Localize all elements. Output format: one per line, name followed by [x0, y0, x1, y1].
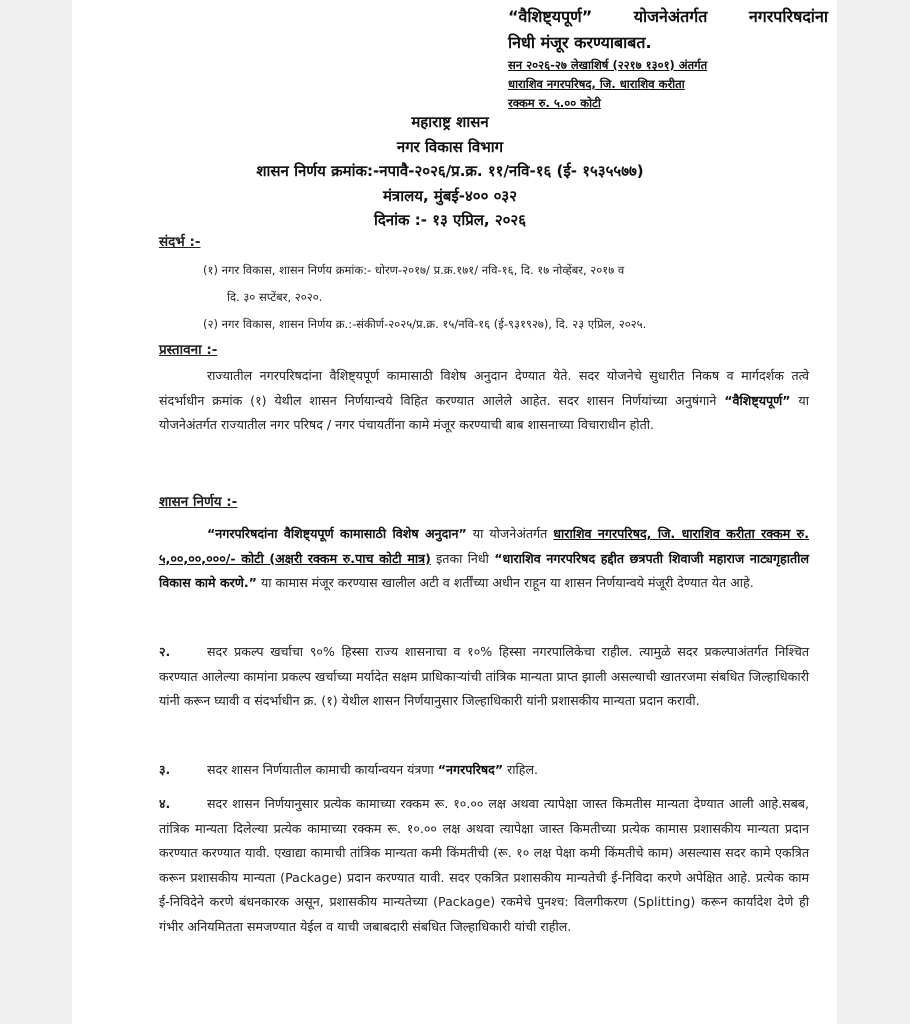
implementing-agency: “नगरपरिषद” — [437, 762, 504, 777]
subject-title-line2: निधी मंजूर करण्याबाबत. — [508, 33, 652, 52]
subject-sub-line: सन २०२६-२७ लेखाशिर्ष (२२१७ १३०१) अंतर्गत — [508, 58, 708, 72]
preamble-text: या योजनेअंतर्गत राज्यातील नगर परिषद / नगर पंचायतींना कामे मंजूर करण्याची बाब शासनाच्या विचाराधीन होती. — [159, 392, 809, 432]
sanctioned-amount: धाराशिव नगरपरिषद, जि. धाराशिव करीता रक्कम रु. ५,००,००,०००/- कोटी (अक्षरी रक्कम रु.पाच कोटी मात्र) — [159, 526, 809, 566]
resolution-number: शासन निर्णय क्रमांक:-नपावै-२०२६/प्र.क्र. ११/नवि-१६ (ई- १५३५५७७) — [256, 162, 644, 180]
reference-item-1-cont: दि. ३० सप्टेंबर, २०२०. — [227, 290, 323, 304]
decision-text: सदर शासन निर्णयातील कामाची कार्यान्वयन यंत्रणा — [207, 762, 438, 777]
preamble-paragraph — [159, 364, 809, 438]
subject-sub-line: रक्कम रु. ५.०० कोटी — [508, 96, 601, 110]
decision-text: इतका निधी — [430, 550, 495, 566]
preamble-heading: प्रस्तावना :- — [159, 342, 218, 358]
decision-paragraph-4 — [159, 792, 809, 939]
reference-item-2: (२) नगर विकास, शासन निर्णय क्र.:-संकीर्ण-२०२५/प्र.क्र. १५/नवि-१६ (ई-९३१९२७), दि. २३ एप्रिल, २०२५. — [203, 317, 647, 331]
decision-text: सदर शासन निर्णयानुसार प्रत्येक कामाच्या रक्कम रू. १०.०० लक्ष अथवा त्यापेक्षा जास्त किमतीस मान्यता देण्यात आली आहे.सबब, तांत्रिक मान्यता दिलेल्या प्रत्येक कामाच्या रक्कम रू. १०.०० लक्ष अथवा त्यापेक्षा जास्त किमतीच्या प्रत्येक कामास प्रशासकीय मान्यता प्रदान करण्यात करण्यात यावी. एखाद्या कामाची तांत्रिक मान्यता कमी किंमतीची (रू. १० लक्ष पेक्षा कमी किंमतीचे काम) असल्यास सदर कामे एकत्रित करून प्रशासकीय मान्यता (Package) प्रदान करण्यात यावी. सदर एकत्रित प्रशासकीय मान्यतेची ई-निविदा करणे अपेक्षित आहे. प्रत्येक काम ई-निविदेने करणे बंधनकारक असून, प्रशासकीय मान्यतेच्या (Package) रकमेचे पुनश्च: विलगीकरण (Splitting) करून कार्यादेश देणे ही गंभीर अनियमितता समजण्यात येईल व याची जबाबदारी संबधित जिल्हाधिकारी यांची राहील. — [159, 796, 809, 934]
document-header — [150, 110, 750, 233]
decision-text: राहिल. — [503, 762, 539, 777]
government-name: महाराष्ट्र शासन — [411, 113, 489, 131]
subject-word: नगरपरिषदांना — [748, 7, 828, 26]
subject-block — [508, 4, 828, 113]
address: मंत्रालय, मुंबई-४०० ०३२ — [382, 186, 518, 205]
preamble-text: राज्यातील नगरपरिषदांना वैशिष्ट्यपूर्ण कामासाठी विशेष अनुदान देण्यात येते. सदर योजनेचे सुधारीत निकष व मार्गदर्शक तत्वे संदर्भाधीन क्रमांक (१) येथील शासन निर्णयान्वये विहित करण्यात आलेले आहेत. सदर शासन निर्णयांच्या अनुषंगाने — [159, 368, 809, 408]
para-number: ४. — [159, 796, 171, 811]
subject-word: “वैशिष्ट्यपूर्ण” — [508, 7, 593, 26]
subject-sub-line: धाराशिव नगरपरिषद, जि. धाराशिव करीता — [508, 77, 685, 91]
decision-heading: शासन निर्णय :- — [159, 494, 238, 510]
decision-text: या कामास मंजूर करण्यास खालील अटी व शर्तींच्या अधीन राहून या शासन निर्णयान्वये मंजूरी देण्यात येत आहे. — [256, 575, 754, 590]
subject-title-line1 — [508, 4, 828, 30]
reference-item-1: (१) नगर विकास, शासन निर्णय क्रमांक:- धोरण-२०१७/ प्र.क्र.१७१/ नवि-१६, दि. १७ नोव्हेंबर, २०१७ व — [203, 263, 625, 277]
para-number: ३. — [159, 762, 171, 777]
date: दिनांक :- १३ एप्रिल, २०२६ — [373, 211, 527, 229]
references-heading: संदर्भ :- — [159, 234, 201, 250]
subject-word: योजनेअंतर्गत — [633, 7, 708, 26]
work-name: “धाराशिव नगरपरिषद हद्दीत छत्रपती शिवाजी महाराज नाट्यगृहातील विकास कामे करणे.” — [159, 550, 809, 590]
decision-text: सदर प्रकल्प खर्चाचा ९०% हिस्सा राज्य शासनाचा व १०% हिस्सा नगरपालिकेचा राहील. त्यामुळे सदर प्रकल्पाअंतर्गत निश्चित करण्यात आलेल्या कामांना प्रकल्प खर्चाच्या मर्यादेत सक्षम प्राधिकाऱ्यांची तांत्रिक मान्यता प्राप्त झाली असल्याची खातरजमा संबधित जिल्हाधिकारी यांनी करून घ्यावी व संदर्भाधीन क्र. (१) येथील शासन निर्णयानुसार जिल्हाधिकारी यांनी प्रशासकीय मान्यता प्रदान करावी. — [159, 644, 809, 708]
decision-paragraph-1 — [159, 522, 809, 596]
decision-text: या योजनेअंतर्गत — [466, 526, 554, 541]
decision-paragraph-2 — [159, 640, 809, 714]
scheme-name: “नगरपरिषदांना वैशिष्ट्यपूर्ण कामासाठी विशेष अनुदान” — [207, 526, 467, 541]
preamble-bold: “वैशिष्ट्यपूर्ण” — [724, 392, 791, 408]
department-name: नगर विकास विभाग — [396, 137, 504, 156]
para-number: २. — [159, 644, 171, 659]
decision-paragraph-3 — [159, 758, 809, 783]
